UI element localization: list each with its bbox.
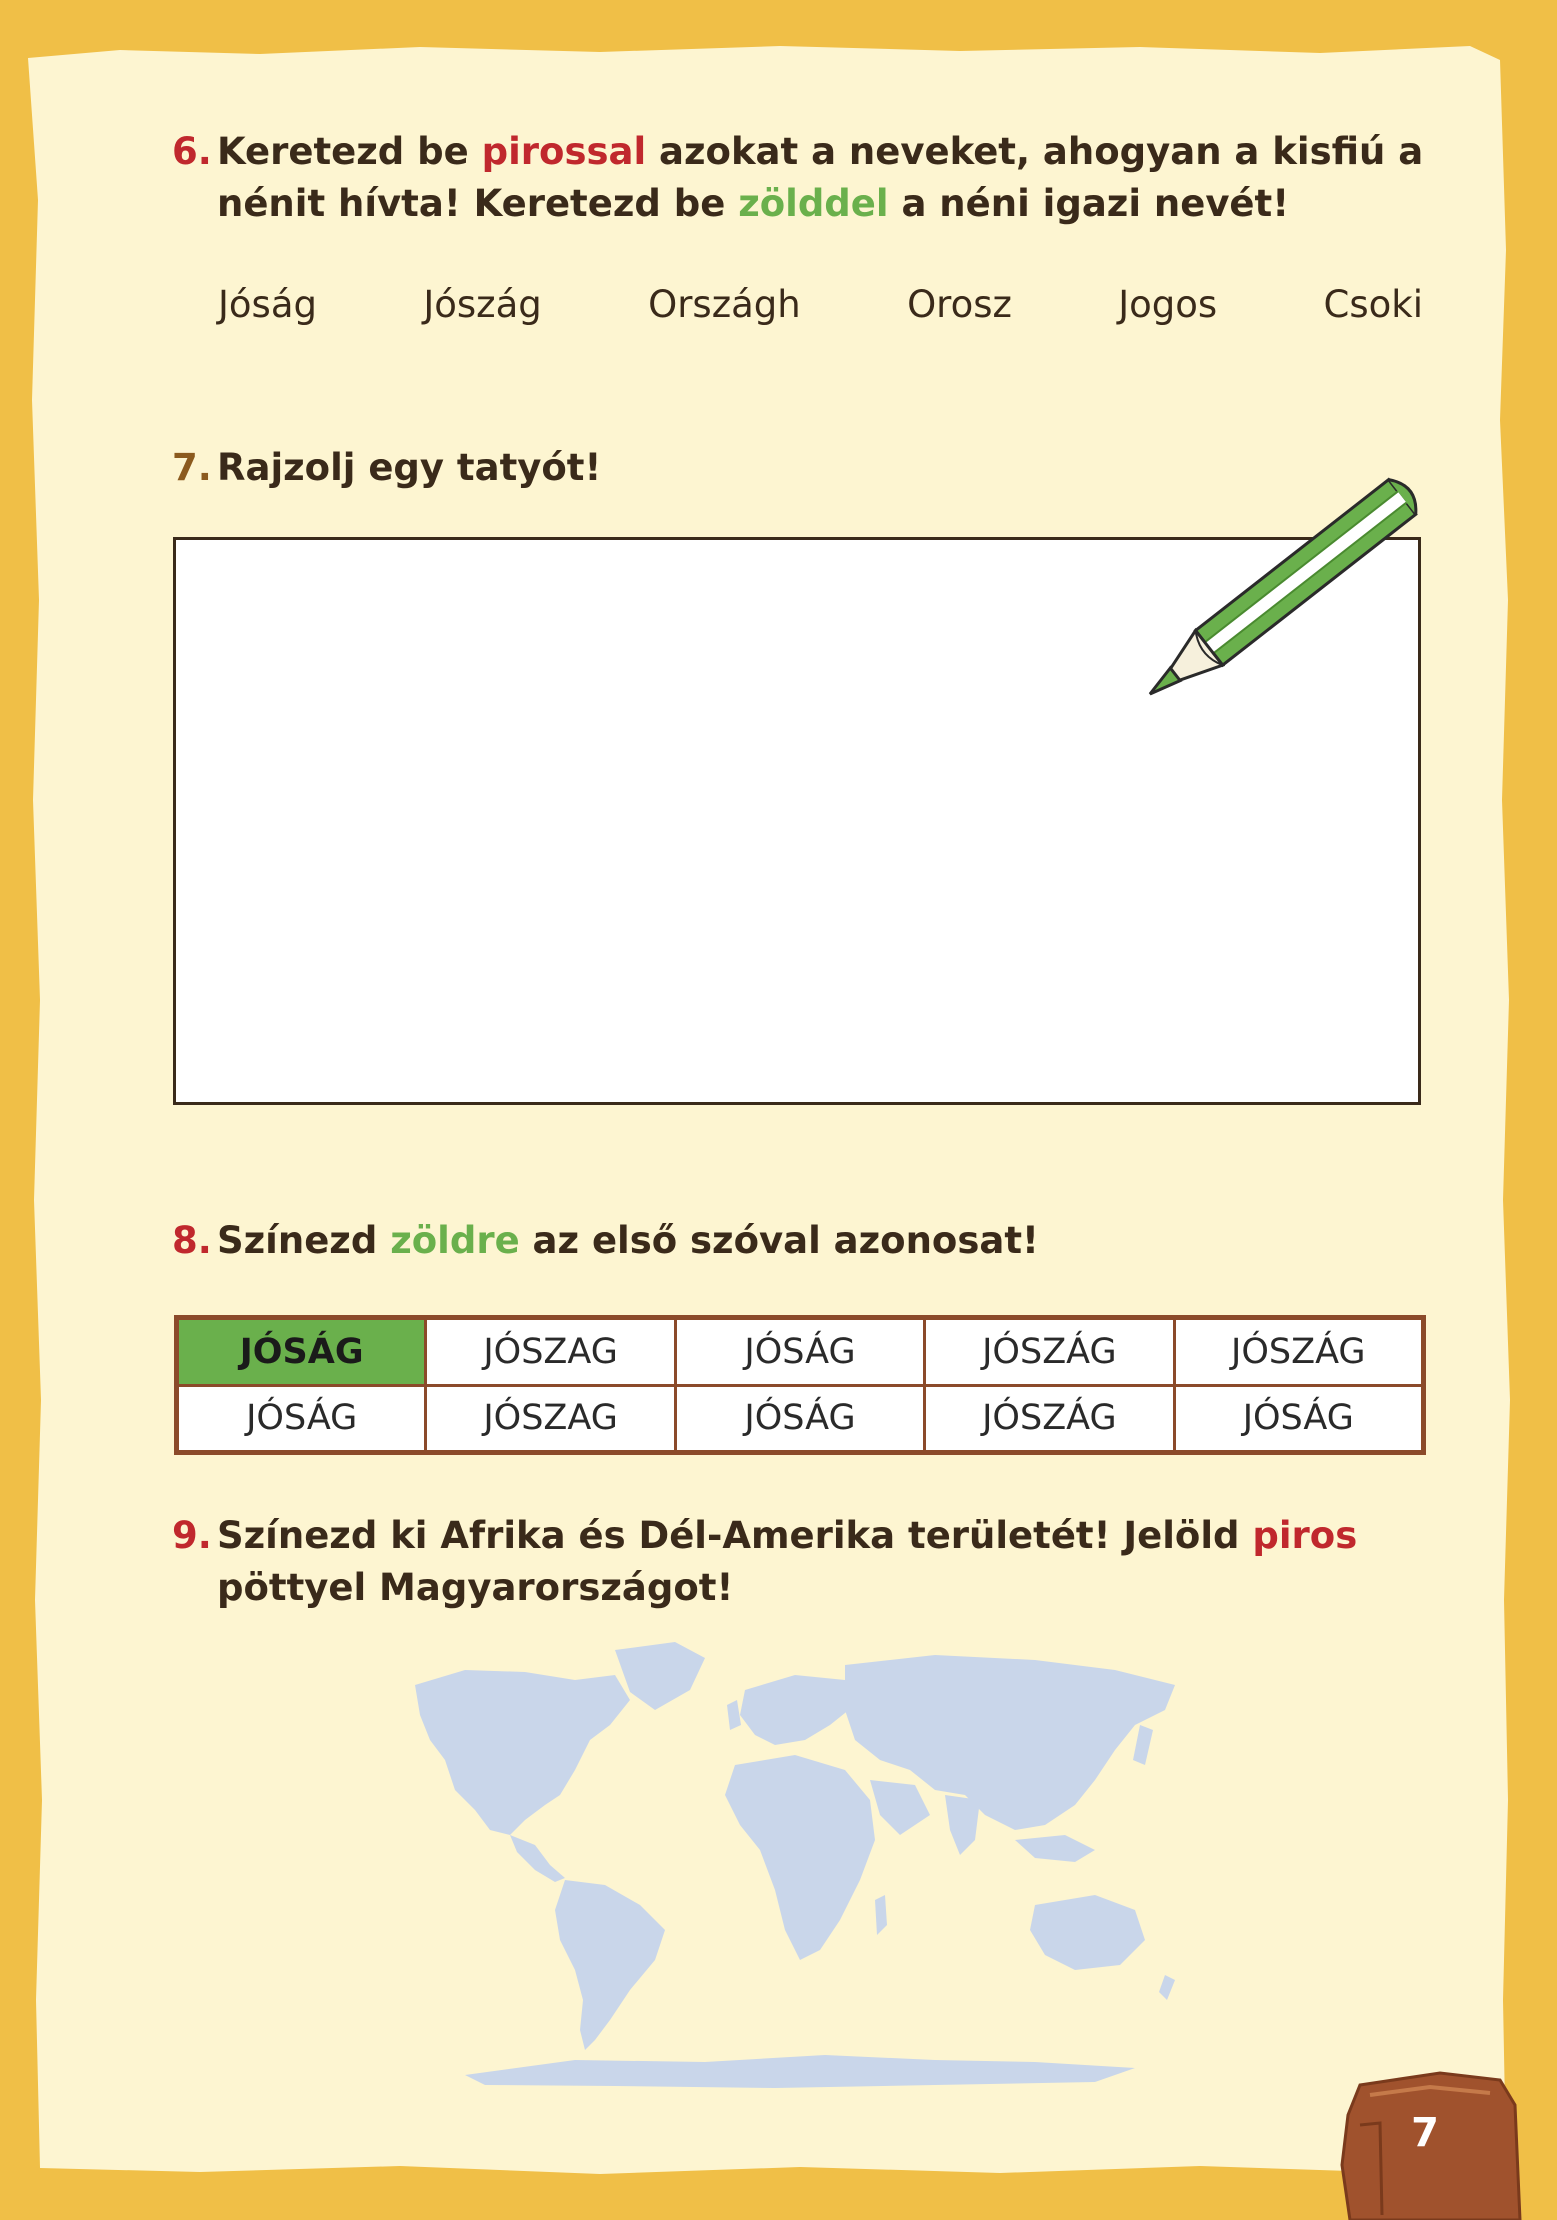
table-row <box>177 1385 1424 1453</box>
question-number: 6. <box>172 130 212 173</box>
word-cell[interactable]: JÓSÁG <box>177 1385 426 1453</box>
word-cell[interactable]: JÓSÁG <box>675 1385 924 1453</box>
name-option[interactable]: Jószág <box>423 283 542 326</box>
question-number: 8. <box>172 1219 212 1262</box>
word-cell[interactable]: JÓSZÁG <box>1174 1318 1423 1386</box>
word-cell[interactable]: JÓSÁG <box>1174 1385 1423 1453</box>
word-cell[interactable]: JÓSÁG <box>675 1318 924 1386</box>
word-cell[interactable]: JÓSZAG <box>426 1318 675 1386</box>
south-america <box>555 1880 665 2050</box>
central-america <box>510 1835 565 1882</box>
name-option[interactable]: Orosz <box>907 283 1012 326</box>
question-9: 9. Színezd ki Afrika és Dél-Amerika területét! Jelöld piros pöttyel Magyarországot! <box>172 1510 1432 1614</box>
name-option[interactable]: Országh <box>648 283 801 326</box>
antarctica <box>465 2055 1135 2088</box>
name-option[interactable]: Jogos <box>1118 283 1218 326</box>
north-america <box>415 1670 630 1835</box>
question-7: 7. Rajzolj egy tatyót! <box>172 442 1432 494</box>
page-number: 7 <box>1411 2110 1439 2156</box>
africa <box>725 1755 875 1960</box>
word-table <box>174 1315 1426 1455</box>
question-number: 9. <box>172 1514 212 1557</box>
world-map[interactable] <box>375 1630 1235 2100</box>
word-cell[interactable]: JÓSZAG <box>426 1385 675 1453</box>
question-number: 7. <box>172 446 212 489</box>
name-option[interactable]: Jóság <box>218 283 317 326</box>
word-cell[interactable]: JÓSZÁG <box>925 1318 1174 1386</box>
europe <box>740 1675 855 1745</box>
question-8: 8. Színezd zöldre az első szóval azonosat! <box>172 1215 1432 1267</box>
name-options <box>218 283 1423 326</box>
question-6: 6. Keretezd be pirossal azokat a neveket, ahogyan a kisfiú a nénit hívta! Keretezd be zölddel a néni igazi nevét! <box>172 126 1432 230</box>
australia <box>1030 1895 1145 1970</box>
name-option[interactable]: Csoki <box>1323 283 1423 326</box>
table-row <box>177 1318 1424 1386</box>
word-cell[interactable]: JÓSZÁG <box>925 1385 1174 1453</box>
pencil-icon <box>1130 432 1430 712</box>
word-cell: JÓSÁG <box>177 1318 426 1386</box>
